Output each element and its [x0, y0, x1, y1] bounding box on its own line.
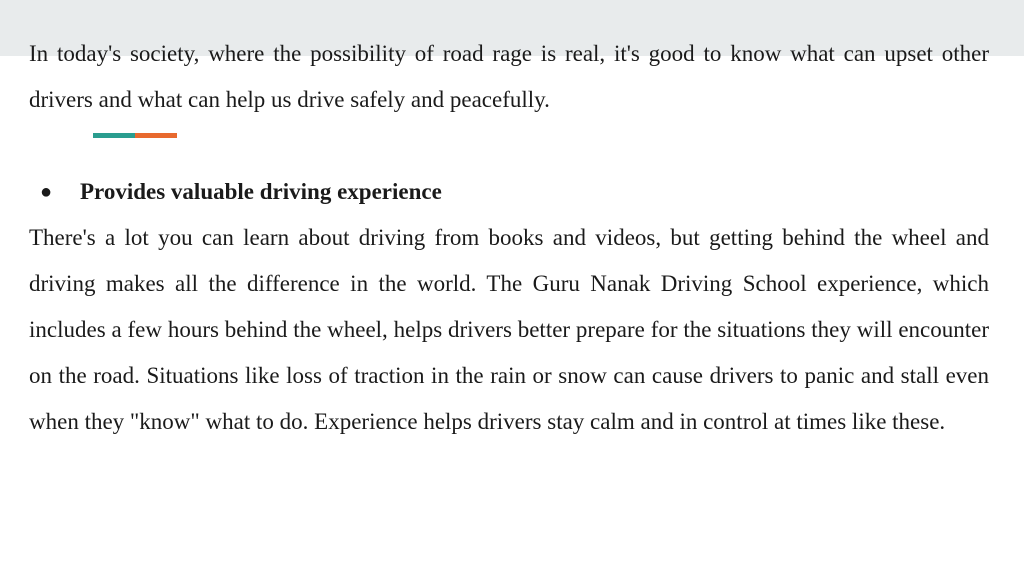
- body-paragraph: There's a lot you can learn about driving from books and videos, but getting behind the wheel and driving makes all the difference in the world. The Guru Nanak Driving School experience, which includes a few hours behind the wheel, helps drivers better prepare for the situations they will encounter on the road. Situations like loss of traction in the rain or snow can cause drivers to panic and stall even when they "know" what to do. Experience helps drivers stay calm and in control at times like these.: [29, 225, 989, 434]
- bullet-icon: ●: [40, 180, 53, 203]
- accent-divider-teal: [93, 133, 135, 138]
- bullet-heading: Provides valuable driving experience: [80, 179, 442, 204]
- accent-divider-orange: [135, 133, 177, 138]
- bullet-heading-row: [40, 169, 980, 215]
- intro-paragraph: In today's society, where the possibility of road rage is real, it's good to know what can upset other drivers and what can help us drive safely and peacefully.: [29, 41, 989, 112]
- accent-divider: [93, 133, 177, 138]
